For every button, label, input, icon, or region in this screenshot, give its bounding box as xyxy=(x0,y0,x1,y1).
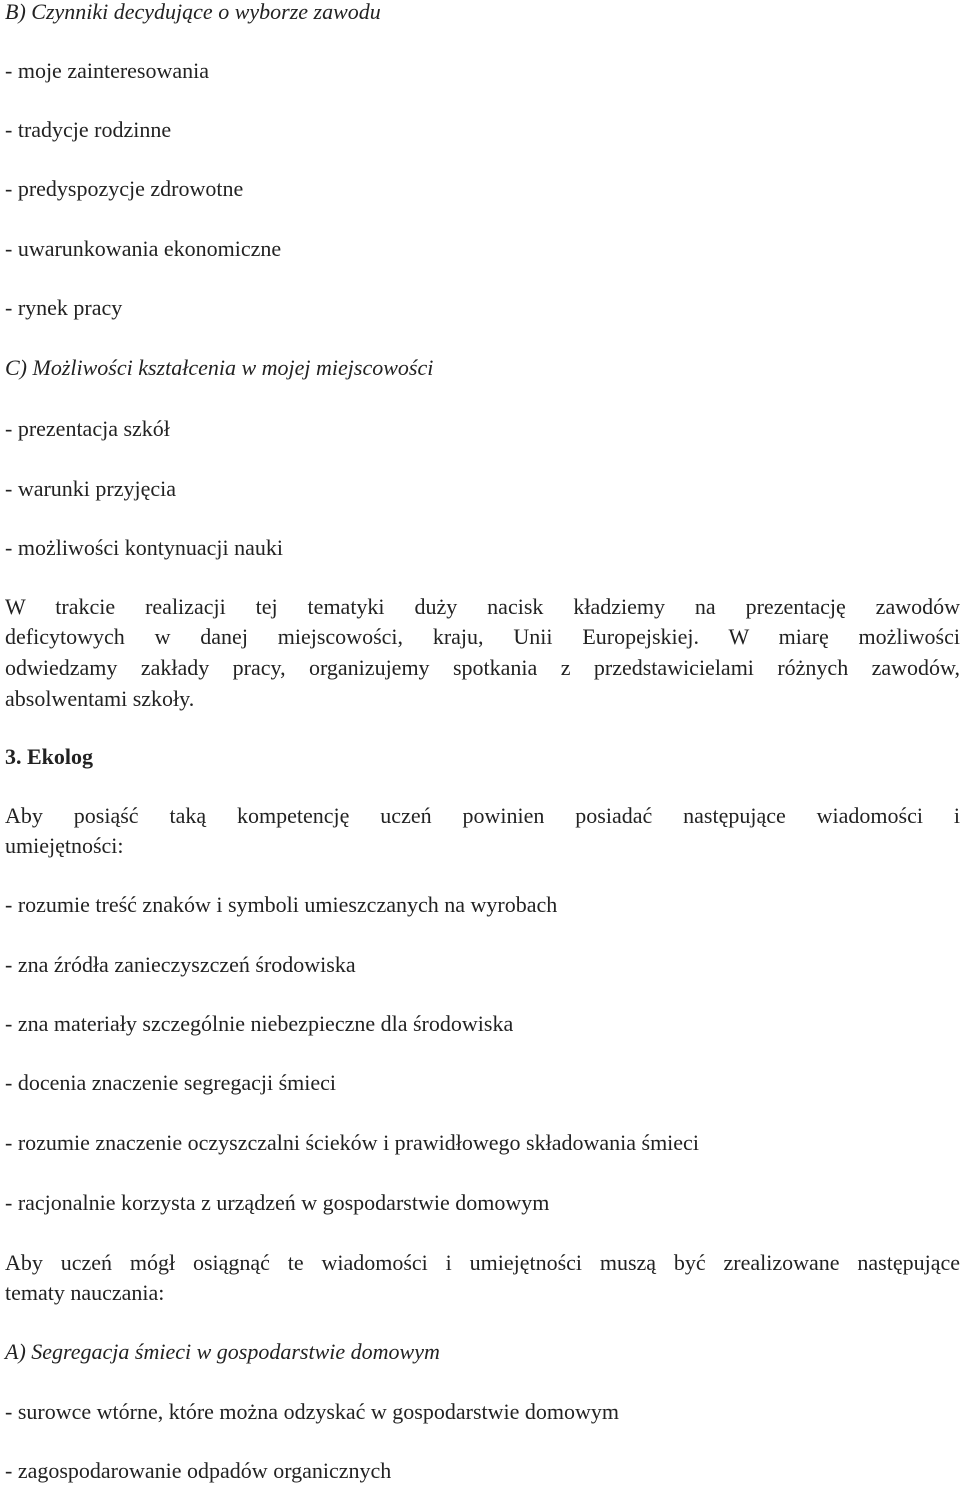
intro-line: umiejętności: xyxy=(5,833,124,858)
skill-item: - rozumie znaczenie oczyszczalni ścieków i prawidłowego składowania śmieci xyxy=(5,1130,699,1155)
skill-item: - zna źródła zanieczyszczeń środowiska xyxy=(5,952,356,977)
list-item: - prezentacja szkół xyxy=(5,416,170,441)
topics-intro-line: Aby uczeń mógł osiągnąć te wiadomości i umiejętności muszą być zrealizowane następujące xyxy=(5,1250,960,1275)
section-c-heading: C) Możliwości kształcenia w mojej miejscowości xyxy=(5,355,434,380)
list-item: - zagospodarowanie odpadów organicznych xyxy=(5,1458,392,1483)
list-item: - rynek pracy xyxy=(5,295,123,320)
list-item: - możliwości kontynuacji nauki xyxy=(5,535,283,560)
list-item: - uwarunkowania ekonomiczne xyxy=(5,236,282,261)
skill-item: - racjonalnie korzysta z urządzeń w gospodarstwie domowym xyxy=(5,1190,550,1215)
list-item: - tradycje rodzinne xyxy=(5,117,172,142)
list-item: - warunki przyjęcia xyxy=(5,476,177,501)
section-a-heading: A) Segregacja śmieci w gospodarstwie domowym xyxy=(5,1339,440,1364)
skill-item: - rozumie treść znaków i symboli umieszczanych na wyrobach xyxy=(5,892,558,917)
paragraph-line: deficytowych w danej miejscowości, kraju, Unii Europejskiej. W miarę możliwości xyxy=(5,624,960,649)
paragraph-line: W trakcie realizacji tej tematyki duży nacisk kładziemy na prezentację zawodów xyxy=(5,594,960,619)
section-3-heading: 3. Ekolog xyxy=(5,744,94,769)
paragraph-line: absolwentami szkoły. xyxy=(5,686,195,711)
list-item: - predyspozycje zdrowotne xyxy=(5,176,244,201)
skill-item: - docenia znaczenie segregacji śmieci xyxy=(5,1070,337,1095)
intro-line: Aby posiąść taką kompetencję uczeń powinien posiadać następujące wiadomości i xyxy=(5,803,960,828)
list-item: - moje zainteresowania xyxy=(5,58,210,83)
topics-intro-line: tematy nauczania: xyxy=(5,1280,165,1305)
skill-item: - zna materiały szczególnie niebezpieczne dla środowiska xyxy=(5,1011,514,1036)
section-b-heading: B) Czynniki decydujące o wyborze zawodu xyxy=(5,0,381,24)
paragraph-line: odwiedzamy zakłady pracy, organizujemy spotkania z przedstawicielami różnych zawodów, xyxy=(5,655,960,680)
list-item: - surowce wtórne, które można odzyskać w gospodarstwie domowym xyxy=(5,1399,620,1424)
